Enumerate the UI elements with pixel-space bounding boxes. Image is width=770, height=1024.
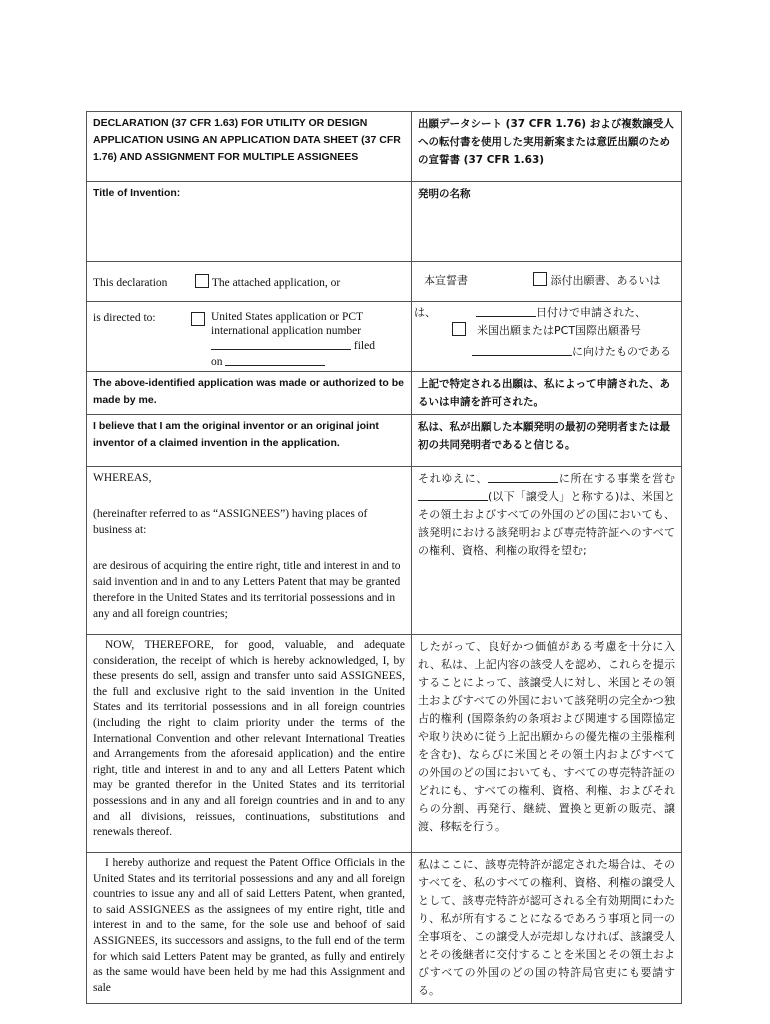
directed-to-row <box>87 302 682 372</box>
original-inventor-row <box>87 415 682 467</box>
en-hereinafter-text: (hereinafter referred to as “ASSIGNEES”) having places of business at: <box>93 508 368 536</box>
jp-assignee-address-blank[interactable] <box>488 471 558 483</box>
application-number-blank[interactable] <box>211 338 351 350</box>
en-authorize-text: I hereby authorize and request the Patent Office Officials in the United States and its territorial possessions and any and all foreign countries to issue any and all of said Letters Patent, when granted, to said ASSIGNEES as the assignees of my entire right, title and interest in and to the same, for the sole use and behoof of said ASSIGNEES, its successors and assigns, to the full end of the term for which said Letters Patent may be granted, as fully and entirely as the same would have been held by me had this Assignment and sale <box>93 857 405 994</box>
attached-application-checkbox[interactable] <box>195 274 209 288</box>
jp-original-inventor-text: 私は、私が出願した本願発明の最初の発明者または最初の共同発明者であると信じる。 <box>412 415 682 467</box>
en-now-therefore-text: NOW, THEREFORE, for good, valuable, and adequate consideration, the receipt of which is hereby acknowledged, I, by these presents do sell, assign and transfer unto said ASSIGNEES, the full and exclusive right to the said invention in the United States and its territorial possessions and in all foreign countries (including the right to claim priority under the terms of the International Convention and other relevant International Treaties and Arrangements from the aforesaid application) and the entire right, title and interest in and to any and all Letters Patent which may be granted therefor in the United States and its territorial possessions and in any and all foreign countries and in and to any and all divisions, reissues, continuations, substitutions and renewals thereof. <box>93 639 405 839</box>
jp-us-application-checkbox[interactable] <box>452 322 466 336</box>
en-directed-to-label: is directed to: <box>93 312 156 324</box>
made-by-me-row <box>87 372 682 415</box>
jp-this-declaration-text: 本宣誓書 <box>424 274 468 287</box>
en-title-of-invention-label: Title of Invention: <box>87 182 412 262</box>
now-therefore-row <box>87 635 682 853</box>
jp-authorize-text: 私はここに、該専売特許が認定された場合は、そのすべてを、私のすべての権利、資格、利権の譲受人として、該専売特許が認可される全有効期間にわたり、私が所有することになるであろう事項と同一の全事項を、この譲受人が売却しなければ、該譲受人とその後継者に交付することを米国とその領土およびすべての外国のどの国の特許局官吏にも要請する。 <box>412 853 682 1004</box>
us-application-checkbox[interactable] <box>191 312 205 326</box>
en-this-declaration-text: This declaration <box>93 277 168 289</box>
en-whereas-text: WHEREAS, <box>93 472 152 484</box>
jp-now-therefore-text: したがって、良好かつ価値がある考慮を十分に入れ、私は、上記内容の該受人を認め、これらを提示することによって、該譲受人に対し、米国とその領土およびすべての外国において該発明の完全かつ独占的権利 (国際条約の条項および関連する国際協定や取り決めに従う上記出願からの優先権の主張権利を含む)、ならびに米国とその領土内およびすべての外国のどの国においても、すべての専売特許証のどれにも、すべての権利、資格、利権、およびそれらの分割、再発行、継続、置換と更新の販売、譲渡、移転を行う。 <box>412 635 682 853</box>
jp-whereas-text-1: それゆえに、 <box>418 472 489 485</box>
filing-date-blank[interactable] <box>225 354 325 366</box>
whereas-row <box>87 467 682 635</box>
header-row <box>87 112 682 182</box>
jp-date-blank[interactable] <box>476 305 536 317</box>
jp-attached-application-text: 添付出願書、あるいは <box>550 274 661 287</box>
authorize-row <box>87 853 682 1004</box>
jp-date-text: 日付けで申請された、 <box>536 306 646 319</box>
en-us-application-text: United States application or PCT international application number <box>211 311 363 337</box>
jp-whereas-text-3: (以下「譲受人」と称する)は、米国とその領土およびすべての外国のどの国においても、該発明における該発明および専売特許証へのすべての権利、資格、利権の取得を望む; <box>418 490 675 557</box>
jp-assignee-name-blank[interactable] <box>418 489 488 501</box>
jp-attached-application-checkbox[interactable] <box>533 272 547 286</box>
jp-form-title: 出願データシート (37 CFR 1.76) および複数譲受人への転付書を使用した実用新案または意匠出願のための宣誓書 (37 CFR 1.63) <box>412 112 682 182</box>
en-made-by-me-text: The above-identified application was made or authorized to be made by me. <box>87 372 412 415</box>
jp-ha-text: は、 <box>414 306 436 319</box>
en-form-title: DECLARATION (37 CFR 1.63) FOR UTILITY OR DESIGN APPLICATION USING AN APPLICATION DATA SHEET (37 CFR 1.76) AND ASSIGNMENT FOR MULTIPLE ASSIGNEES <box>87 112 412 182</box>
en-attached-application-text: The attached application, or <box>211 277 341 289</box>
declaration-form-table <box>86 111 682 1004</box>
jp-made-by-me-text: 上記で特定される出願は、私によって申請された、あるいは申請を許可された。 <box>412 372 682 415</box>
jp-directed-text: に向けたものである <box>572 345 671 358</box>
en-filed-text: filed <box>353 340 375 352</box>
jp-whereas-text-2: に所在する事業を営む <box>558 472 675 485</box>
title-of-invention-row <box>87 182 682 262</box>
jp-title-of-invention-label: 発明の名称 <box>412 182 682 262</box>
jp-us-application-text: 米国出願またはPCT国際出願番号 <box>477 324 642 337</box>
jp-application-number-blank[interactable] <box>472 344 572 356</box>
declaration-row <box>87 262 682 302</box>
en-desirous-text: are desirous of acquiring the entire right, title and interest in and to said invention and in and to any Letters Patent that may be granted therefore in the United States and its territorial possessions and in any and all foreign countries; <box>93 560 401 620</box>
en-original-inventor-text: I believe that I am the original inventor or an original joint inventor of a claimed invention in the application. <box>87 415 412 467</box>
en-on-text: on <box>211 356 223 368</box>
